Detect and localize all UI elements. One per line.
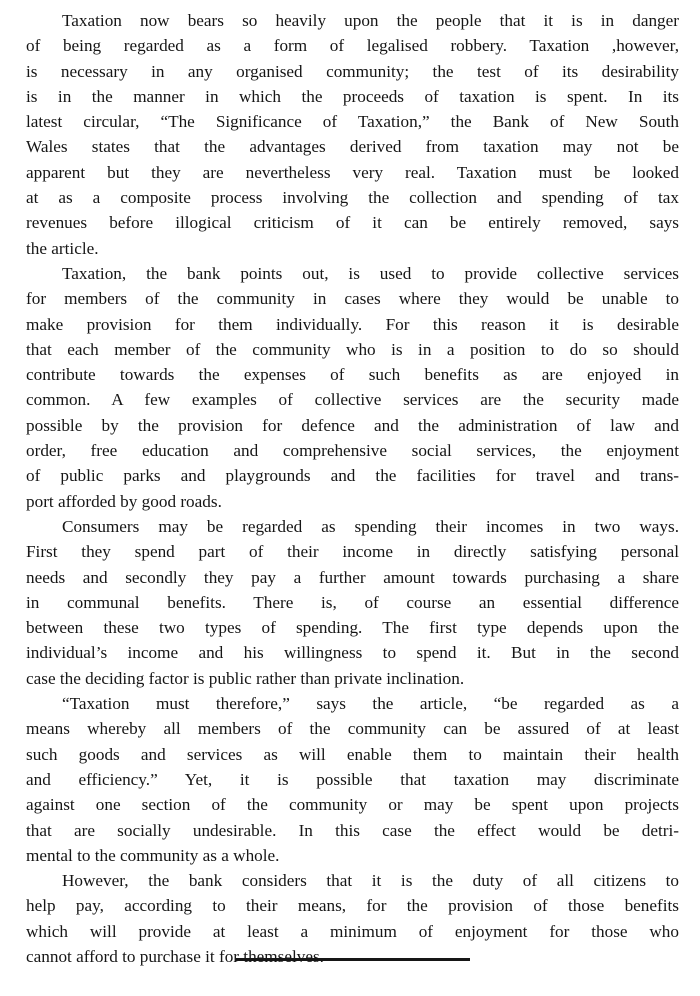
paragraph-5 (26, 868, 679, 969)
text-line: case the deciding factor is public rather than private inclination. (26, 668, 465, 688)
text-line: between these two types of spending. The first type depends upon the (26, 618, 679, 638)
text-line: is necessary in any organised community; the test of its desirability (26, 61, 679, 81)
text-line: make provision for them individually. For this reason it is desirable (26, 314, 679, 334)
text-line: cannot afford to purchase it for themselves. (26, 946, 324, 966)
text-line: that are socially undesirable. In this case the effect would be detri- (26, 820, 679, 840)
text-line: against one section of the community or may be spent upon projects (26, 795, 679, 815)
text-line: Taxation, the bank points out, is used to provide collective services (62, 263, 679, 283)
paragraph-1 (26, 8, 679, 261)
text-line: First they spend part of their income in directly satisfying personal (26, 542, 679, 562)
text-line: Taxation now bears so heavily upon the people that it is in danger (62, 11, 679, 30)
text-line: common. A few examples of collective services are the security made (26, 390, 679, 410)
end-rule (236, 958, 470, 961)
text-line: that each member of the community who is in a position to do so should (26, 339, 679, 359)
text-line: means whereby all members of the community can be assured of at least (26, 719, 679, 739)
text-line: of public parks and playgrounds and the facilities for travel and trans- (26, 466, 679, 486)
text-line: for members of the community in cases where they would be unable to (26, 289, 679, 309)
text-line: However, the bank considers that it is the duty of all citizens to (62, 871, 679, 891)
text-line: port afforded by good roads. (26, 491, 222, 511)
text-line: help pay, according to their means, for the provision of those benefits (26, 896, 679, 916)
text-line: which will provide at least a minimum of enjoyment for those who (26, 921, 679, 941)
text-line: such goods and services as will enable them to maintain their health (26, 744, 679, 764)
text-line: apparent but they are nevertheless very real. Taxation must be looked (26, 162, 679, 182)
text-line: Wales states that the advantages derived from taxation may not be (26, 137, 679, 157)
text-line: “Taxation must therefore,” says the article, “be regarded as a (62, 694, 679, 714)
text-line: of being regarded as a form of legalised robbery. Taxation ,however, (26, 36, 679, 56)
text-line: is in the manner in which the proceeds of taxation is spent. In its (26, 86, 679, 106)
text-line: the article. (26, 238, 99, 258)
text-line: needs and secondly they pay a further amount towards purchasing a share (26, 567, 679, 587)
text-line: in communal benefits. There is, of course an essential difference (26, 592, 679, 612)
text-line: possible by the provision for defence and the administration of law and (26, 415, 679, 435)
text-line: order, free education and comprehensive social services, the enjoyment (26, 441, 679, 461)
text-line: individual’s income and his willingness to spend it. But in the second (26, 643, 679, 663)
text-line: and efficiency.” Yet, it is possible that taxation may discriminate (26, 769, 679, 789)
text-line: contribute towards the expenses of such benefits as are enjoyed in (26, 365, 679, 385)
paragraph-3 (26, 514, 679, 691)
text-line: latest circular, “The Significance of Taxation,” the Bank of New South (26, 112, 679, 132)
text-line: at as a composite process involving the collection and spending of tax (26, 188, 679, 208)
text-line: mental to the community as a whole. (26, 845, 280, 865)
paragraph-2 (26, 261, 679, 514)
paragraph-4 (26, 691, 679, 868)
text-line: Consumers may be regarded as spending their incomes in two ways. (62, 516, 679, 536)
text-line: revenues before illogical criticism of it can be entirely removed, says (26, 213, 679, 233)
